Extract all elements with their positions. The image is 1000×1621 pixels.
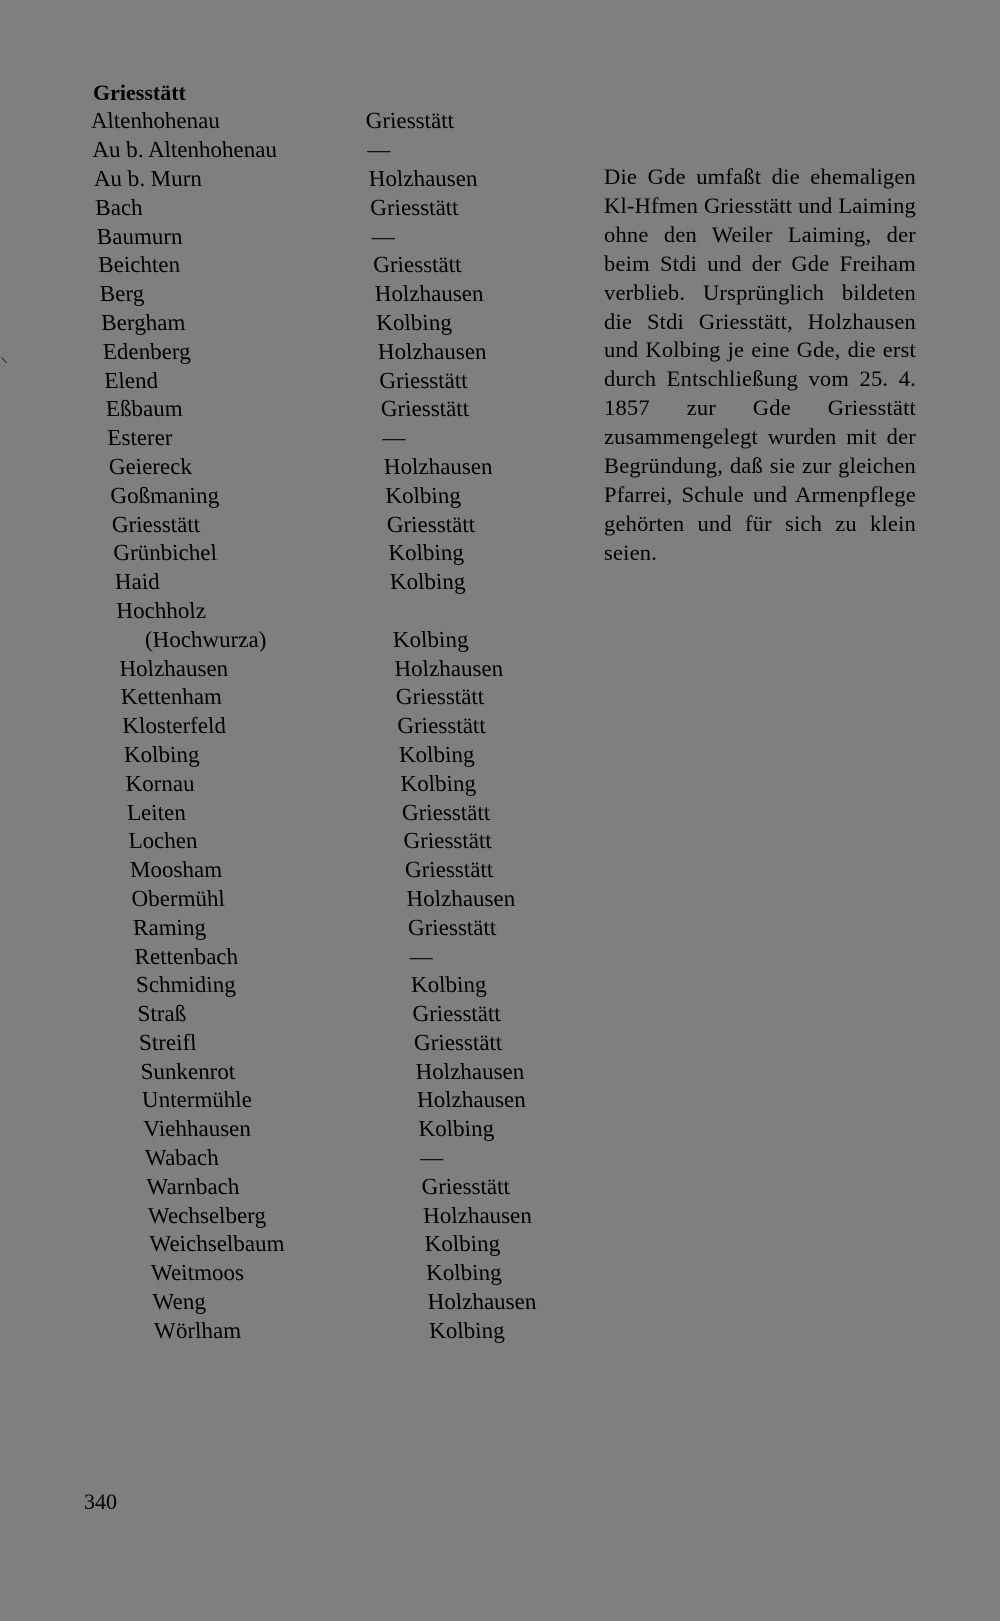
place-row [138, 1029, 700, 1058]
place-parish: Griesstätt [401, 799, 491, 825]
place-name: Au b. Altenhohenau [91, 137, 278, 163]
place-parish: Kolbing [384, 482, 462, 508]
place-parish: Kolbing [389, 569, 466, 595]
place-row [129, 856, 691, 885]
place-parish: Griesstätt [365, 108, 455, 134]
place-row [144, 1144, 706, 1173]
place-parish: Kolbing [417, 1116, 495, 1142]
place-row [105, 395, 667, 424]
place-parish: Griesstätt [378, 367, 469, 393]
place-parish: Kolbing [375, 309, 453, 335]
place-name: Edenberg [102, 338, 192, 364]
place-name: Wabach [144, 1145, 220, 1171]
place-parish: Griesstätt [402, 828, 493, 854]
place-row [143, 1115, 705, 1144]
place-name: Bach [94, 194, 144, 220]
place-row [135, 971, 697, 1000]
place-name: Haid [114, 569, 161, 595]
place-name: Bergham [100, 309, 186, 335]
place-parish: — [408, 943, 434, 969]
place-parish: Griesstätt [396, 713, 487, 739]
place-row [99, 280, 661, 309]
place-row [122, 712, 684, 741]
place-row [102, 337, 664, 366]
place-name: Obermühl [130, 885, 226, 911]
place-parish: Holzhausen [374, 281, 485, 307]
place-name: Goßmaning [109, 482, 220, 508]
place-parish: — [381, 425, 406, 451]
place-row [125, 769, 687, 798]
place-parish: Kolbing [428, 1317, 506, 1343]
place-parish: Kolbing [392, 626, 469, 652]
place-row [101, 309, 663, 338]
place-name: Kornau [124, 770, 196, 796]
place-parish: Holzhausen [368, 165, 478, 191]
place-name: Straß [136, 1001, 187, 1027]
place-name: Holzhausen [118, 655, 229, 681]
place-parish: Griesstätt [420, 1173, 511, 1199]
place-row [134, 942, 696, 971]
place-name: Weitmoos [150, 1260, 245, 1286]
place-parish: Holzhausen [426, 1289, 537, 1315]
place-name: Weng [151, 1289, 207, 1315]
place-name: Wörlham [153, 1317, 242, 1343]
place-row [108, 453, 670, 482]
place-name: Weichselbaum [148, 1231, 286, 1257]
place-parish: Holzhausen [422, 1202, 533, 1228]
place-parish: Holzhausen [393, 655, 504, 681]
place-name: Klosterfeld [121, 713, 227, 739]
place-name: Esterer [106, 425, 174, 451]
page-number: 340 [84, 1489, 117, 1514]
municipality-heading: Griesstätt [93, 80, 186, 105]
place-parish: Kolbing [423, 1231, 501, 1257]
place-name: Beichten [97, 252, 181, 278]
place-row [140, 1057, 702, 1086]
place-row [116, 597, 678, 626]
place-row [128, 827, 690, 856]
place-row [93, 165, 655, 194]
place-parish: Kolbing [410, 972, 488, 998]
place-row [147, 1201, 709, 1230]
place-row [104, 366, 666, 395]
place-name: Untermühle [141, 1087, 253, 1113]
place-name: Viehhausen [142, 1116, 252, 1142]
place-row [123, 741, 685, 770]
place-name: Leiten [126, 799, 187, 825]
place-name: Schmiding [135, 972, 237, 998]
history-note: Die Gde umfaßt die ehemaligen Kl-Hfmen Griesstätt und Laiming ohne den Weiler Laiming, der beim Stdi und der Gde Freiham verblieb. Ursprünglich bildeten die Stdi Griesstätt, Holzhausen und Kolbing je eine Gde, die erst durch Entschließung vom 25. 4. 1857 zur Gde Griesstätt zusammengelegt wurden mit der Begründung, daß sie zur gleichen Pfarrei, Schule und Armenpflege gehörten und für sich zu klein seien. [604, 164, 916, 565]
place-parish: — [371, 223, 396, 249]
place-name: Wechselberg [147, 1202, 267, 1228]
place-row [98, 251, 660, 280]
place-parish: Kolbing [425, 1260, 503, 1286]
place-parish: Holzhausen [377, 338, 488, 364]
place-parish: Griesstätt [395, 684, 485, 710]
place-row [95, 193, 657, 222]
place-name: Lochen [127, 828, 199, 854]
place-name: Rettenbach [133, 943, 239, 969]
place-parish: Griesstätt [372, 252, 463, 278]
place-name: Grünbichel [112, 540, 218, 566]
place-name: Eßbaum [105, 396, 184, 422]
place-row [114, 568, 676, 597]
place-row [150, 1259, 712, 1288]
place-name: Geiereck [108, 453, 193, 479]
place-row [96, 222, 658, 251]
place-row [132, 913, 694, 942]
place-name: Elend [103, 367, 159, 393]
place-name: (Hochwurza) [144, 626, 267, 652]
place-row [153, 1316, 715, 1345]
place-name: Warnbach [145, 1173, 240, 1199]
place-row [120, 683, 682, 712]
place-parish: Griesstätt [369, 194, 460, 220]
place-row [152, 1288, 714, 1317]
place-parish: Kolbing [399, 770, 477, 796]
place-parish: Griesstätt [407, 914, 497, 940]
place-name: Raming [132, 914, 207, 940]
place-name: Kettenham [120, 684, 223, 710]
place-name: Kolbing [123, 741, 200, 767]
place-parish: Griesstätt [404, 857, 494, 883]
place-parish: Griesstätt [411, 1001, 502, 1027]
place-parish: Griesstätt [386, 511, 476, 537]
place-name: Streifl [138, 1029, 198, 1055]
place-parish: Holzhausen [405, 885, 516, 911]
place-parish: Griesstätt [413, 1029, 503, 1055]
place-parish: Holzhausen [416, 1087, 527, 1113]
place-parish: Holzhausen [414, 1058, 525, 1084]
place-row [92, 136, 654, 165]
place-row [131, 885, 693, 914]
place-parish: Holzhausen [383, 453, 494, 479]
place-parish: — [419, 1145, 444, 1171]
place-row [119, 654, 681, 683]
place-name: Au b. Murn [93, 165, 203, 191]
place-name: Moosham [129, 857, 223, 883]
place-name: Griesstätt [111, 511, 201, 537]
place-row [149, 1230, 711, 1259]
place-name: Altenhohenau [90, 108, 221, 134]
place-row [90, 107, 652, 136]
place-row [113, 539, 675, 568]
scan-speck [1, 354, 10, 363]
place-row [110, 481, 672, 510]
place-row [111, 510, 673, 539]
place-row [137, 1000, 699, 1029]
place-row [107, 424, 669, 453]
place-row [141, 1086, 703, 1115]
place-name: Berg [99, 281, 145, 307]
place-name: Hochholz [115, 597, 207, 623]
place-parish: Kolbing [387, 540, 465, 566]
place-parish: — [366, 137, 391, 163]
place-parish: Griesstätt [380, 396, 470, 422]
place-row [126, 798, 688, 827]
place-name: Baumurn [96, 223, 184, 249]
place-parish: Kolbing [398, 741, 475, 767]
place-name: Sunkenrot [139, 1058, 236, 1084]
place-row [117, 625, 679, 654]
place-row [146, 1172, 708, 1201]
